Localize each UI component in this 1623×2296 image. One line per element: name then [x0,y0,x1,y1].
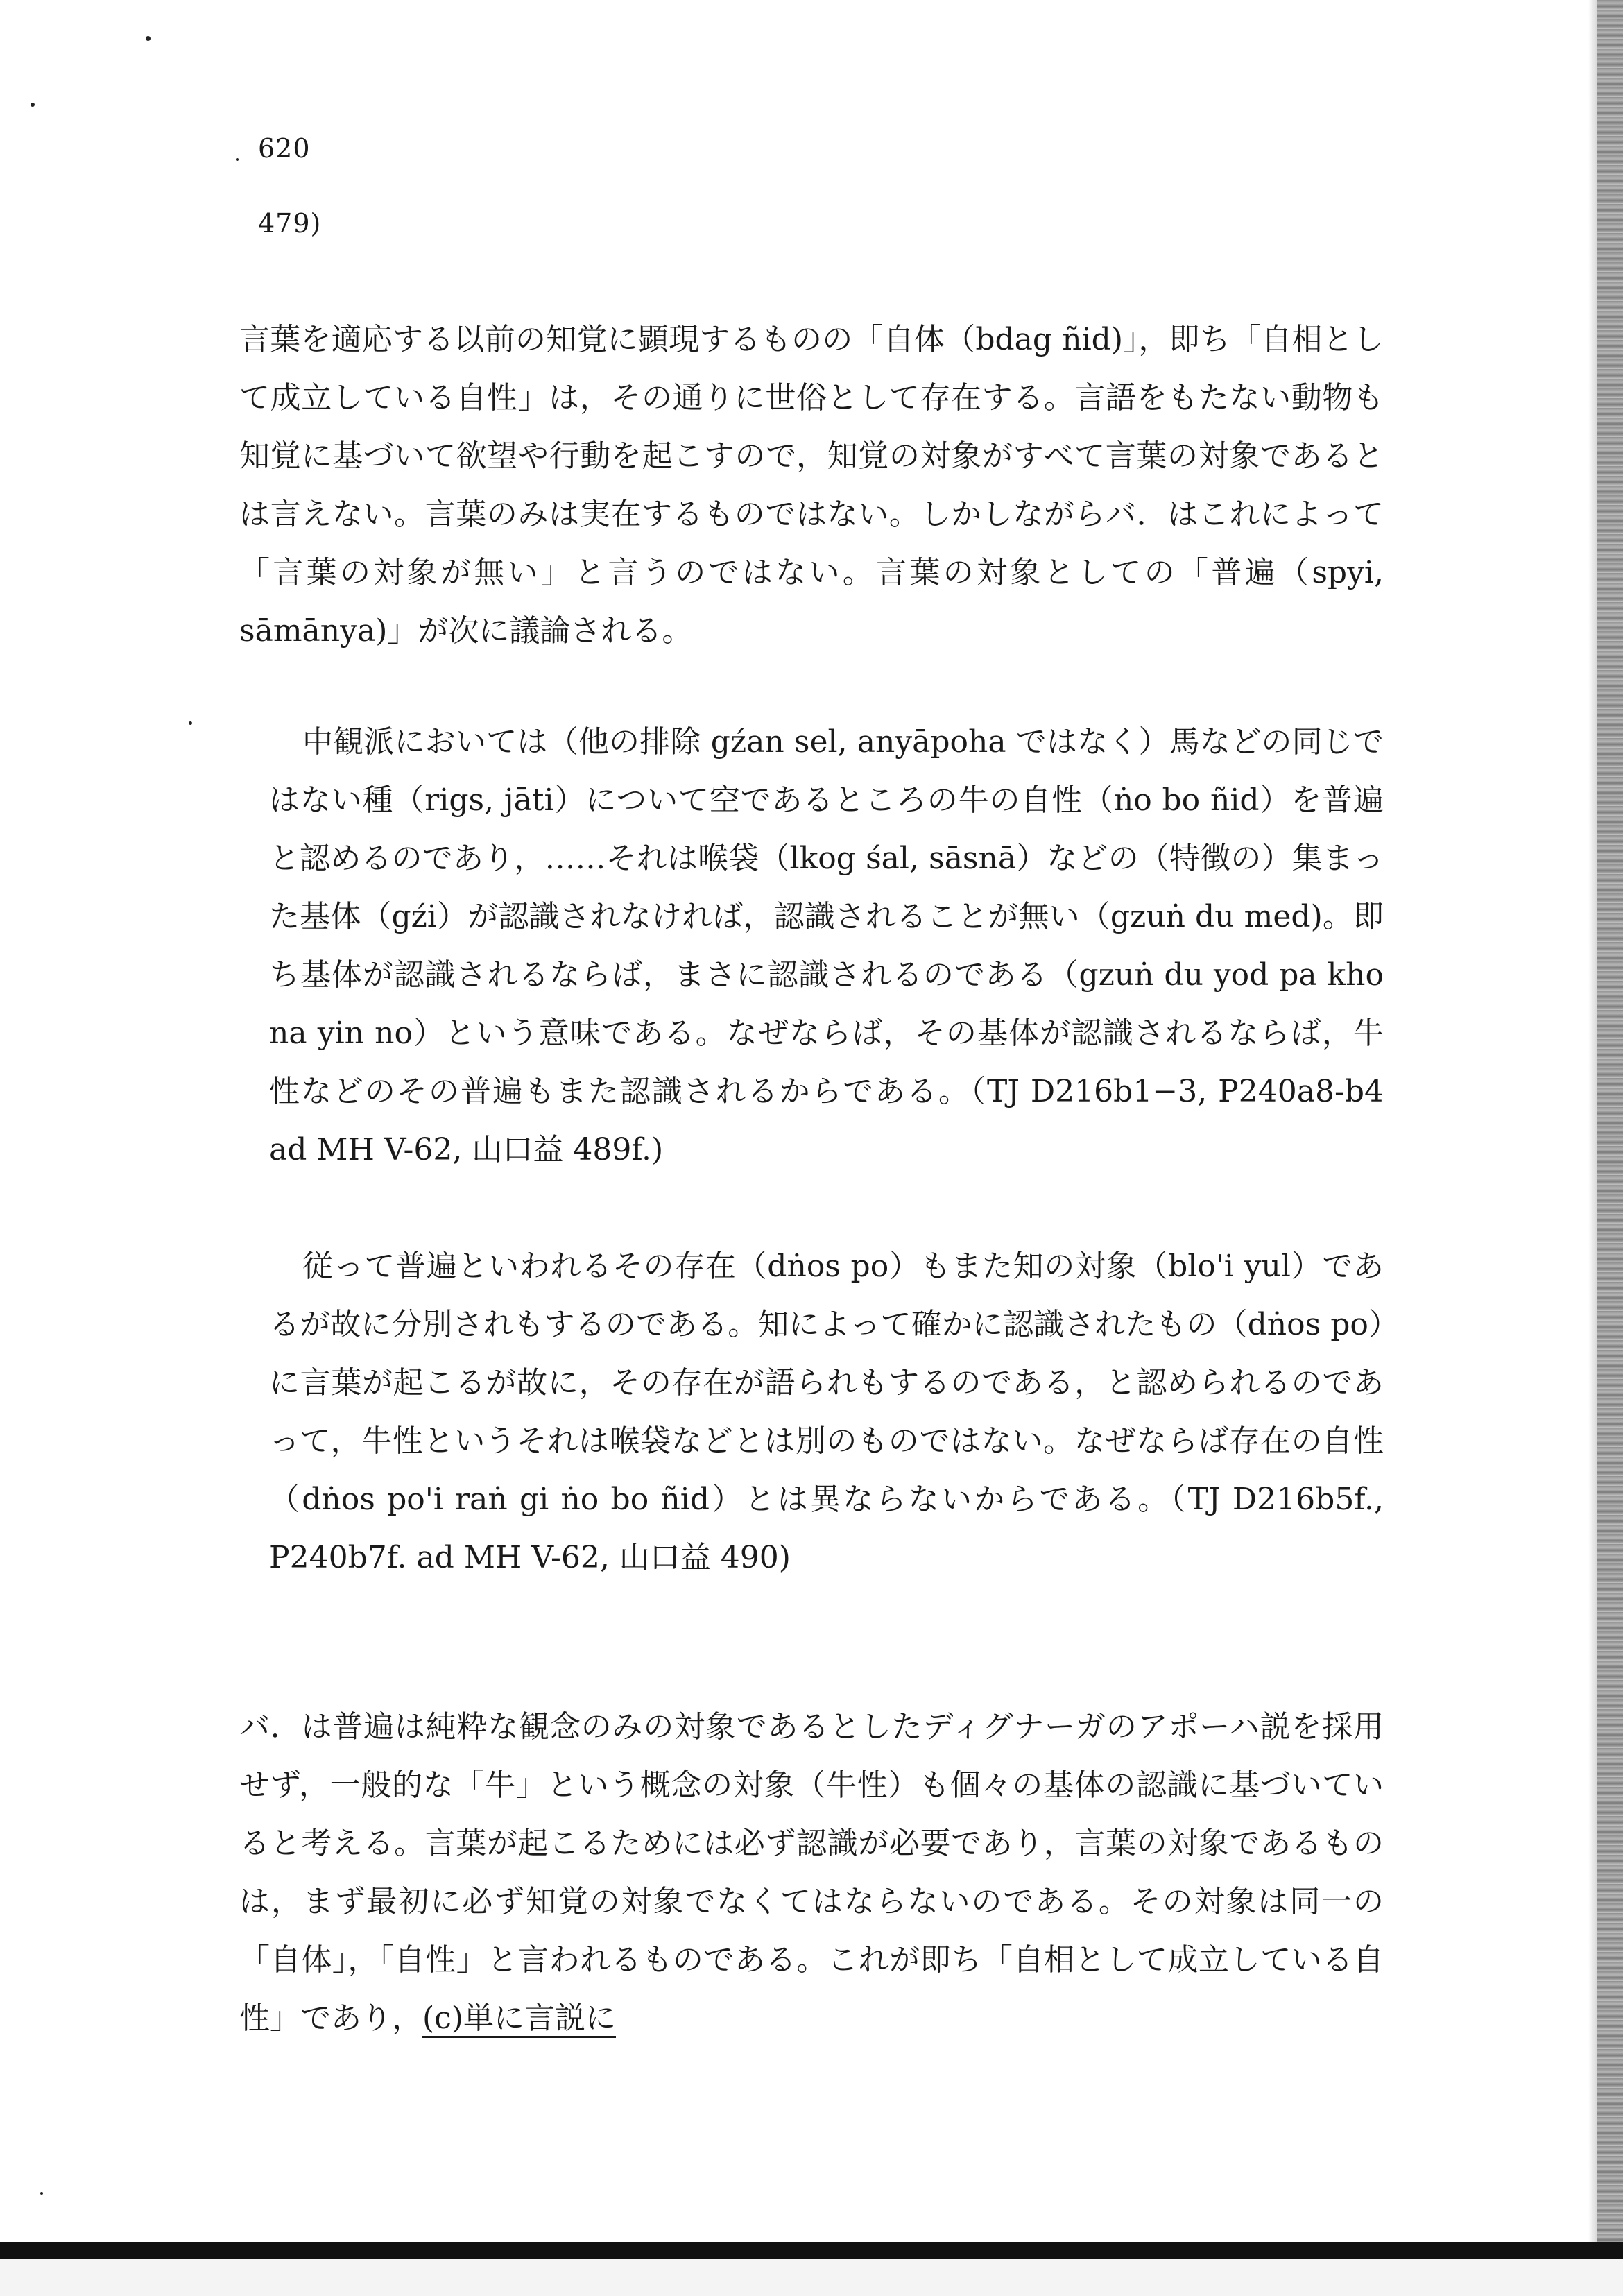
scan-speck [146,36,151,41]
paragraph-1 [239,311,1384,660]
paragraph-2-main: バ．は普遍は純粋な観念のみの対象であるとしたディグナーガのアポーハ説を採用せず，一般的な「牛」という概念の対象（牛性）も個々の基体の認識に基づいていると考える。言葉が起こるためには必ず認識が必要であり，言葉の対象であるものは，まず最初に必ず知覚の対象でなくてはならないのである。その対象は同一の「自体」，「自性」と言われるものである。これが即ち「自相として成立している自性」であり， [239,1709,1384,2036]
quote-block-2 [269,1237,1384,1587]
scan-speck [40,2192,43,2195]
quote-block-1 [269,713,1384,1179]
scan-bottom-shade [0,2259,1623,2296]
note-number: 479) [258,208,322,239]
scan-edge [1597,0,1623,2296]
scan-bottom-bar [0,2242,1623,2259]
paragraph-1-text: 言葉を適応する以前の知覚に顕現するものの「自体（bdag ñid)」，即ち「自相として成立している自性」は，その通りに世俗として存在する。言語をもたない動物も知覚に基づいて欲望や行動を起こすので，知覚の対象がすべて言葉の対象であるとは言えない。言葉のみは実在するものではない。しかしながらバ．はこれによって「言葉の対象が無い」と言うのではない。言葉の対象としての「普遍（spyi, sāmānya)」が次に議論される。 [239,322,1384,649]
quote-1-text: 中観派においては（他の排除 gźan sel, anyāpoha ではなく）馬などの同じではない種（rigs, jāti）について空であるところの牛の自性（ṅo bo ñid）を普遍と認めるのであり，……それは喉袋（lkog śal, sāsnā）などの（特徴の）集まった基体（gźi）が認識されなければ，認識されることが無い（gzuṅ du med)。即ち基体が認識されるならば，まさに認識されるのである（gzuṅ du yod pa kho na yin no）という意味である。なぜならば，その基体が認識されるならば，牛性などのその普遍もまた認識されるからである。（TJ D216b1−3, P240a8-b4 ad MH V-62, 山口益 489f.) [269,724,1384,1167]
underlined-passage: (c)単に言説に [422,2001,616,2038]
scan-speck [236,158,239,161]
paragraph-2-text [239,1698,1384,2048]
page-number: 620 [258,133,311,164]
scan-edge-shadow [1588,0,1597,2296]
scan-speck [189,721,192,725]
paragraph-2 [239,1698,1384,2048]
scan-speck [31,103,35,107]
quote-2-text: 従って普遍といわれるその存在（dṅos po）もまた知の対象（blo'i yul）であるが故に分別されもするのである。知によって確かに認識されたもの（dṅos po）に言葉が起こるが故に，その存在が語られもするのである，と認められるのであって，牛性というそれは喉袋などとは別のものではない。なぜならば存在の自性（dṅos po'i raṅ gi ṅo bo ñid）とは異ならないからである。（TJ D216b5f., P240b7f. ad MH V-62, 山口益 490) [269,1249,1384,1575]
